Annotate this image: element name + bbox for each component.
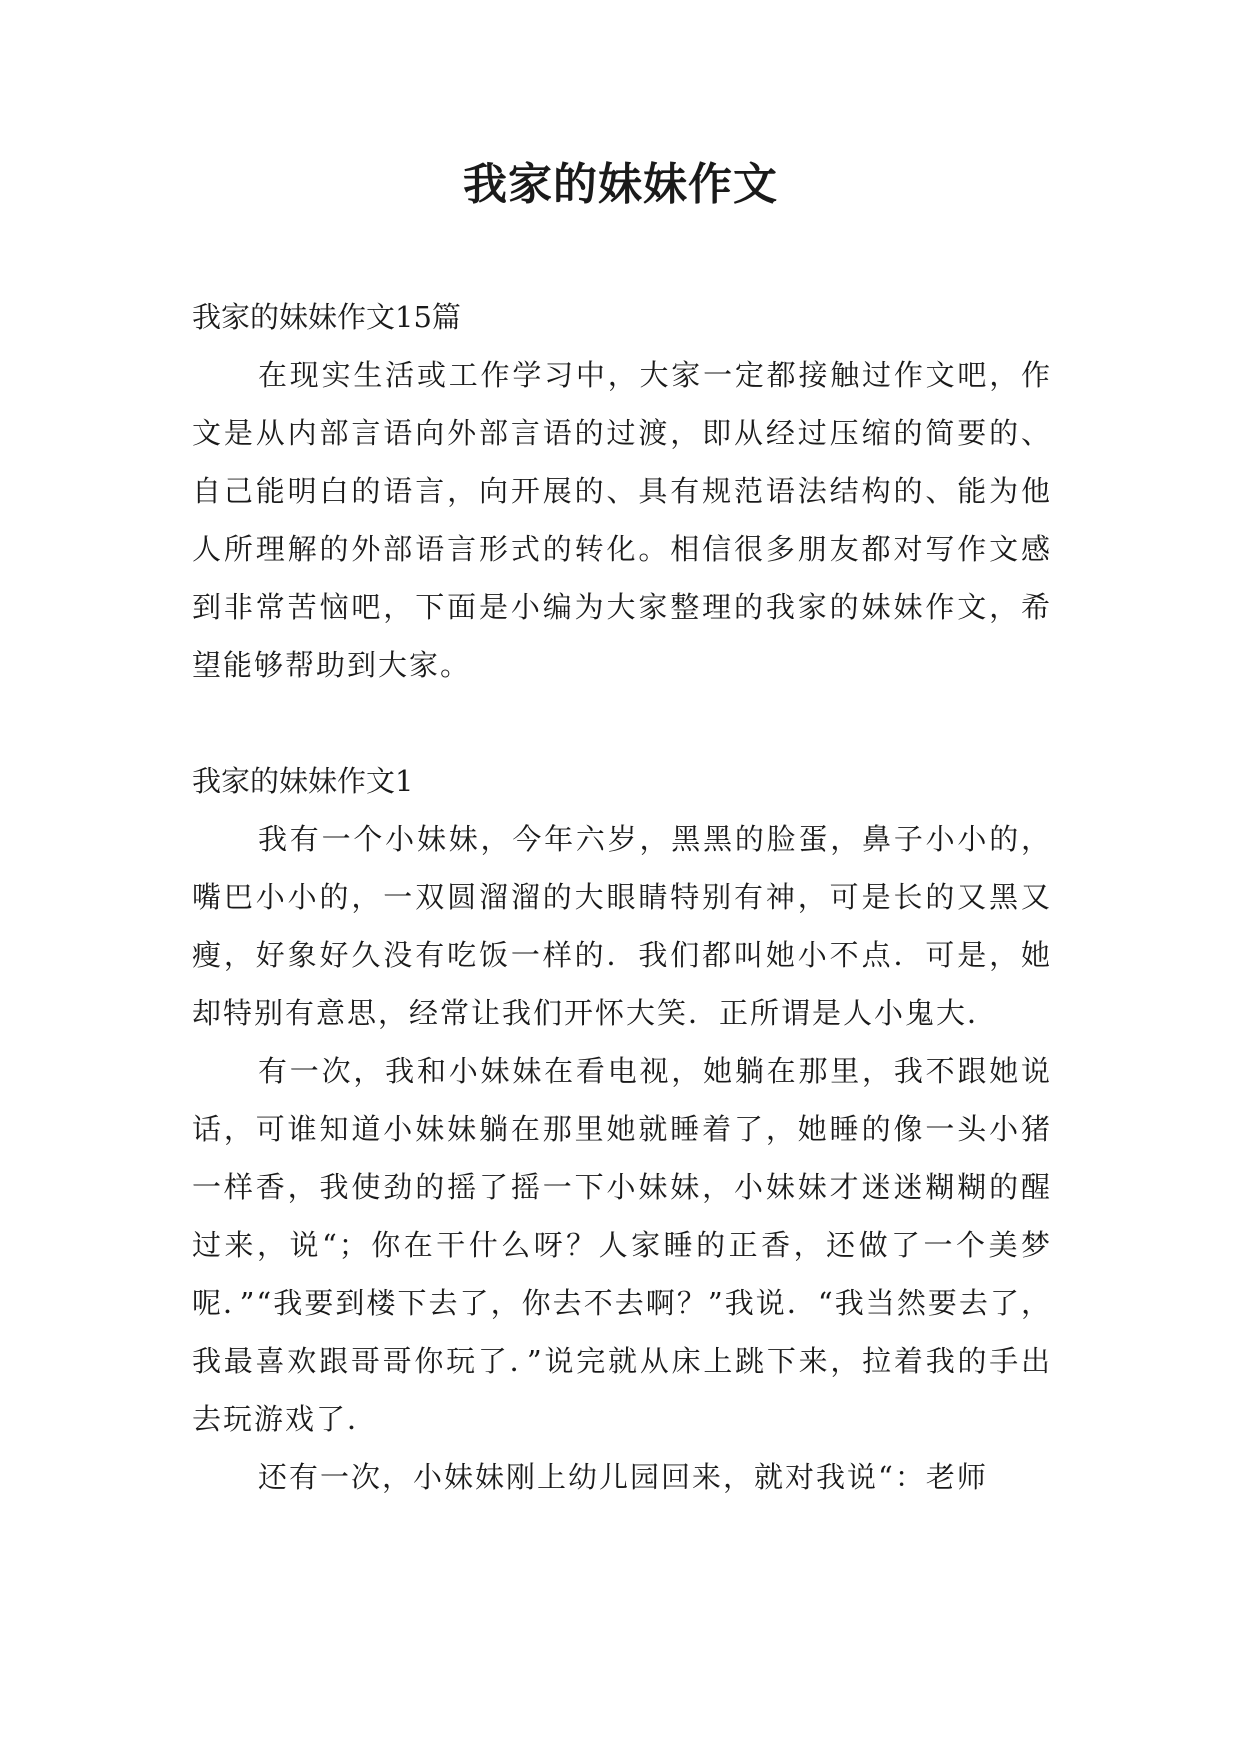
essay-paragraph-3: 还有一次，小妹妹刚上幼儿园回来，就对我说“：老师	[258, 1460, 988, 1494]
document-body	[192, 288, 1052, 1506]
intro-paragraph: 在现实生活或工作学习中，大家一定都接触过作文吧，作文是从内部言语向外部言语的过渡，即从经过压缩的简要的、自己能明白的语言，向开展的、具有规范语法结构的、能为他人所理解的外部语言形式的转化。相信很多朋友都对写作文感到非常苦恼吧，下面是小编为大家整理的我家的妹妹作文，希望能够帮助到大家。	[192, 358, 1052, 682]
document-title: 我家的妹妹作文	[463, 159, 778, 210]
collection-heading: 我家的妹妹作文15篇	[192, 300, 461, 334]
essay-paragraph-1: 我有一个小妹妹，今年六岁，黑黑的脸蛋，鼻子小小的，嘴巴小小的，一双圆溜溜的大眼睛特别有神，可是长的又黑又瘦，好象好久没有吃饭一样的．我们都叫她小不点．可是，她却特别有意思，经常让我们开怀大笑．正所谓是人小鬼大．	[192, 822, 1052, 1030]
essay-paragraph-2: 有一次，我和小妹妹在看电视，她躺在那里，我不跟她说话，可谁知道小妹妹躺在那里她就睡着了，她睡的像一头小猪一样香，我使劲的摇了摇一下小妹妹，小妹妹才迷迷糊糊的醒过来，说“；你在干什么呀？人家睡的正香，还做了一个美梦呢．”“我要到楼下去了，你去不去啊？”我说．“我当然要去了，我最喜欢跟哥哥你玩了．”说完就从床上跳下来，拉着我的手出去玩游戏了．	[192, 1054, 1052, 1436]
essay-heading: 我家的妹妹作文1	[192, 764, 414, 798]
section-spacer	[192, 694, 1052, 752]
